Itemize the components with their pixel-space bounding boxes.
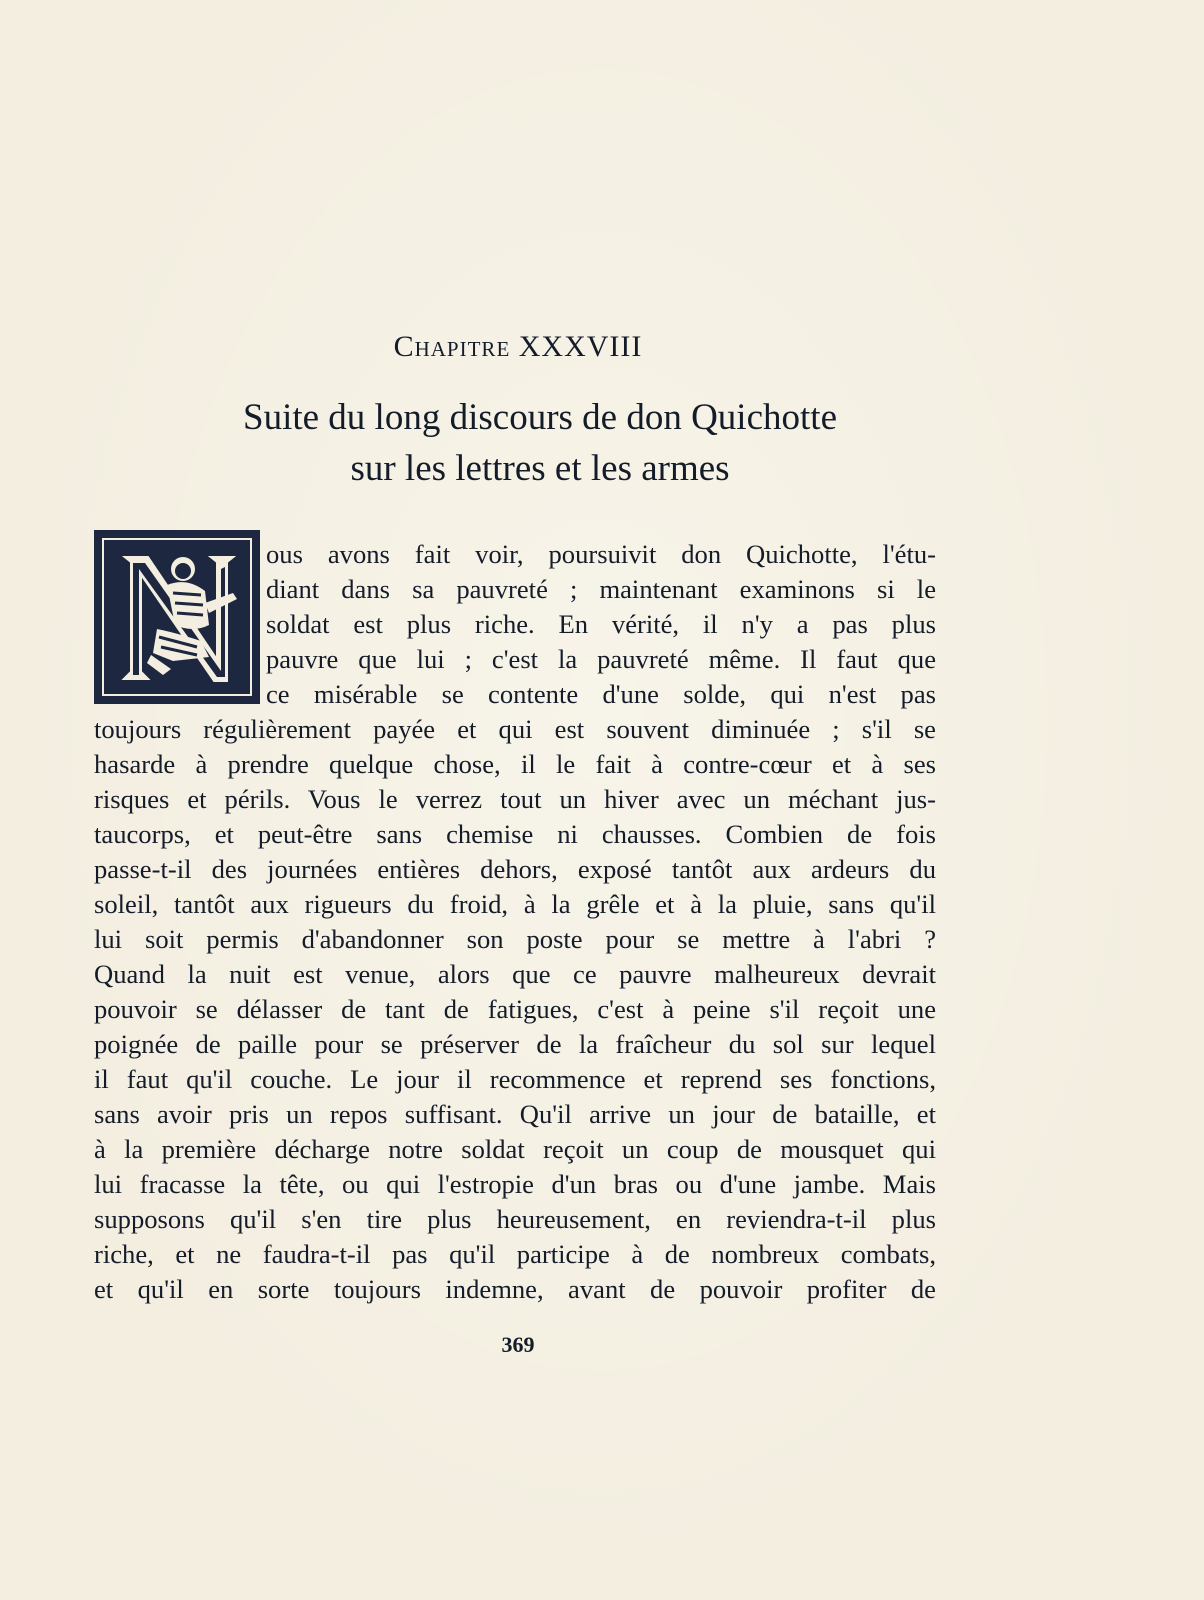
body-line: sans avoir pris un repos suffisant. Qu'il arrive un jour de bataille, et (94, 1099, 936, 1129)
chapter-number: Chapitre XXXVIII (393, 330, 643, 363)
body-line: lui soit permis d'abandonner son poste pour se mettre à l'abri ? (94, 924, 936, 954)
body-line: lui fracasse la tête, ou qui l'estropie d'un bras ou d'une jambe. Mais (94, 1169, 936, 1199)
page-number: 369 (501, 1332, 535, 1357)
body-line: poignée de paille pour se préserver de la fraîcheur du sol sur lequel (94, 1029, 936, 1059)
chapter-title-line: Suite du long discours de don Quichotte (243, 397, 837, 438)
chapter-title-line: sur les lettres et les armes (350, 448, 730, 489)
body-line: ce misérable se contente d'une solde, qui n'est pas (266, 679, 936, 709)
body-line: et qu'il en sorte toujours indemne, avant de pouvoir profiter de (94, 1274, 936, 1304)
illustrated-dropcap (94, 530, 260, 704)
body-line: soldat est plus riche. En vérité, il n'y a pas plus (266, 609, 936, 639)
body-line: il faut qu'il couche. Le jour il recommence et reprend ses fonctions, (94, 1064, 936, 1094)
body-line: diant dans sa pauvreté ; maintenant examinons si le (266, 574, 936, 604)
body-line: toujours régulièrement payée et qui est souvent diminuée ; s'il se (94, 714, 936, 744)
body-line: soleil, tantôt aux rigueurs du froid, à la grêle et à la pluie, sans qu'il (94, 889, 936, 919)
body-line: taucorps, et peut-être sans chemise ni chausses. Combien de fois (94, 819, 936, 849)
body-line: à la première décharge notre soldat reçoit un coup de mousquet qui (94, 1134, 936, 1164)
body-line: supposons qu'il s'en tire plus heureusement, en reviendra-t-il plus (94, 1204, 936, 1234)
body-line: passe-t-il des journées entières dehors, exposé tantôt aux ardeurs du (94, 854, 936, 884)
body-line: Quand la nuit est venue, alors que ce pauvre malheureux devrait (94, 959, 936, 989)
body-line: hasarde à prendre quelque chose, il le fait à contre-cœur et à ses (94, 749, 936, 779)
body-line: riche, et ne faudra-t-il pas qu'il participe à de nombreux combats, (94, 1239, 936, 1269)
body-line: pauvre que lui ; c'est la pauvreté même. Il faut que (266, 644, 936, 674)
dropcap-woodcut-image (97, 533, 257, 701)
body-line: risques et périls. Vous le verrez tout un hiver avec un méchant jus- (94, 784, 936, 814)
body-line: pouvoir se délasser de tant de fatigues, c'est à peine s'il reçoit une (94, 994, 936, 1024)
chapter-title (60, 392, 1020, 494)
body-line: ous avons fait voir, poursuivit don Quichotte, l'étu- (266, 539, 936, 569)
